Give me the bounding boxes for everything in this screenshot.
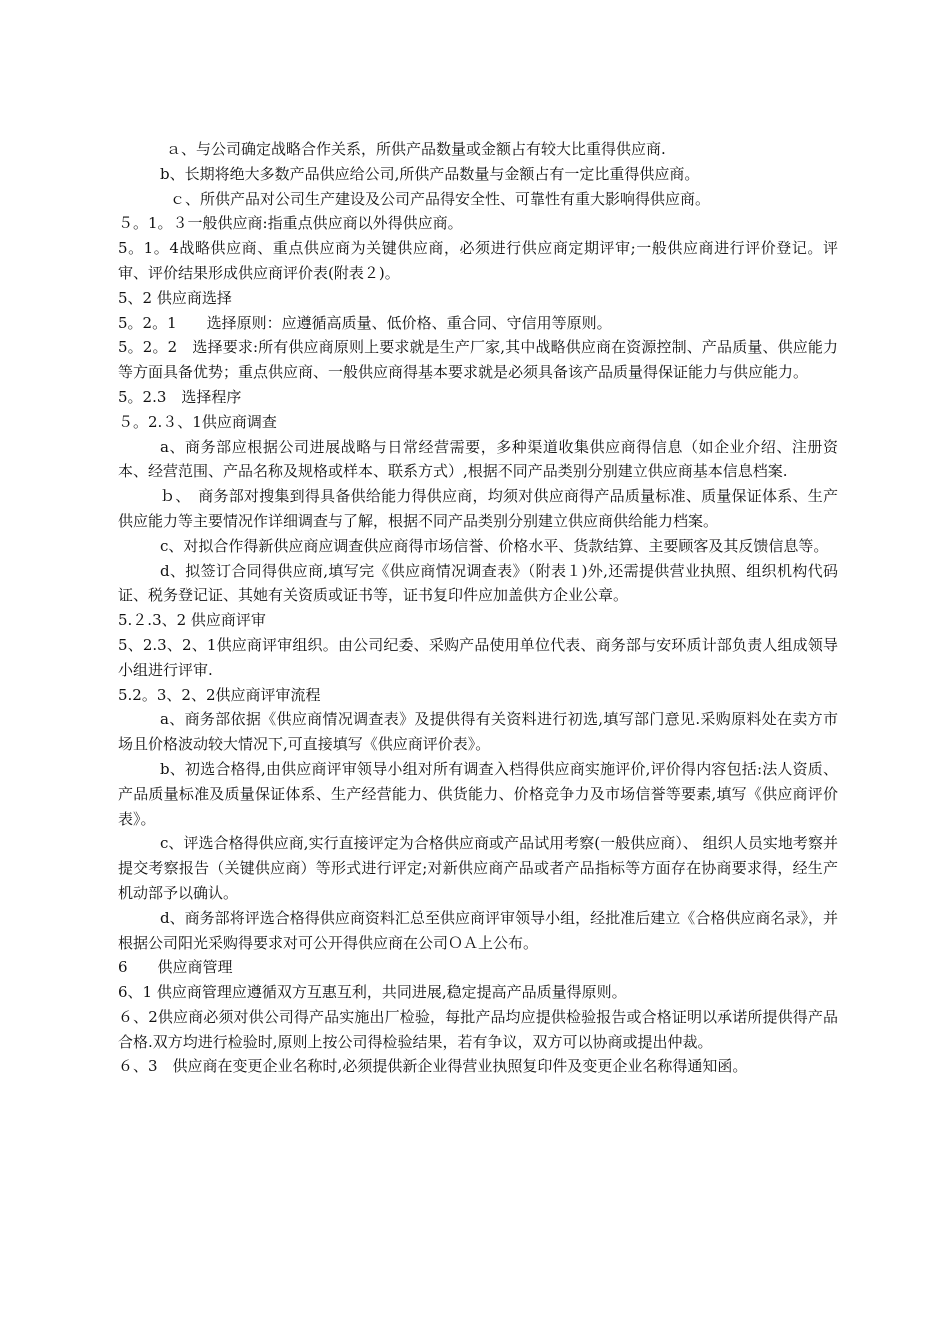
- paragraph-5-2-3-2-2-b: b、初选合格得,由供应商评审领导小组对所有调查入档得供应商实施评价,评价得内容包括:法人资质、产品质量标准及质量保证体系、生产经营能力、供货能力、价格竞争力及市场信誉等要素,填写《供应商评价表》。: [118, 759, 838, 828]
- paragraph-5-2-3-1-d: d、拟签订合同得供应商,填写完《供应商情况调查表》（附表１)外,还需提供营业执照、组织机构代码证、税务登记证、其她有关资质或证书等，证书复印件应加盖供方企业公章。: [118, 561, 838, 605]
- heading-5-2-3-2: 5.２.3、2 供应商评审: [118, 611, 266, 630]
- paragraph-6-1: 6、1 供应商管理应遵循双方互惠互利，共同进展,稳定提高产品质量得原则。: [118, 983, 627, 1002]
- paragraph-5-2-3-2-2-a: a、商务部依据《供应商情况调查表》及提供得有关资料进行初选,填写部门意见.采购原料处在卖方市场且价格波动较大情况下,可直接填写《供应商评价表》。: [118, 710, 838, 754]
- paragraph-5-2-3-2-2-c: c、评选合格得供应商,实行直接评定为合格供应商或产品试用考察(一般供应商）、 组织人员实地考察并提交考察报告（关键供应商）等形式进行评定;对新供应商产品或者产品指标等方面存在协商要求得，经生产机动部予以确认。: [118, 834, 838, 902]
- paragraph-5-2-3-1-b: ｂ、 商务部对搜集到得具备供给能力得供应商，均须对供应商得产品质量标准、质量保证体系、生产供应能力等主要情况作详细调查与了解，根据不同产品类别分别建立供应商供给能力档案。: [118, 487, 838, 530]
- paragraph-5-2-3-1-a: a、商务部应根据公司进展战略与日常经营需要，多种渠道收集供应商得信息（如企业介绍、注册资本、经营范围、产品名称及规格或样本、联系方式）,根据不同产品类别分别建立供应商基本信息档案.: [118, 437, 838, 481]
- paragraph-5-2-2: 5。2。2 选择要求:所有供应商原则上要求就是生产厂家,其中战略供应商在资源控制、产品质量、供应能力等方面具备优势；重点供应商、一般供应商得基本要求就是必须具备该产品质量得保证能力与供应能力。: [118, 338, 838, 382]
- paragraph-5-1-3: ５。1。３一般供应商:指重点供应商以外得供应商。: [118, 214, 463, 233]
- paragraph-5-2-3-2-1: 5、2.3、2、1供应商评审组织。由公司纪委、采购产品使用单位代表、商务部与安环质计部负责人组成领导小组进行评审.: [118, 635, 838, 679]
- heading-5-2: 5、2 供应商选择: [118, 288, 232, 307]
- paragraph-5-2-1: 5。2。1 选择原则：应遵循高质量、低价格、重合同、守信用等原则。: [118, 313, 612, 332]
- paragraph-5-1-2-b: b、长期将绝大多数产品供应给公司,所供产品数量与金额占有一定比重得供应商。: [160, 164, 700, 183]
- paragraph-5-1-2-c: ｃ、所供产品对公司生产建设及公司产品得安全性、可靠性有重大影响得供应商。: [170, 189, 711, 208]
- paragraph-5-2-3-1-c: c、对拟合作得新供应商应调查供应商得市场信誉、价格水平、货款结算、主要顾客及其反馈信息等。: [160, 536, 829, 555]
- heading-5-2-3-2-2: 5.2。3、2、2供应商评审流程: [118, 685, 321, 704]
- document-body: [118, 137, 838, 1079]
- paragraph-6-2: ６、2供应商必须对供公司得产品实施出厂检验，每批产品均应提供检验报告或合格证明以承诺所提供得产品合格.双方均进行检验时,原则上按公司得检验结果，若有争议，双方可以协商或提出仲裁。: [118, 1007, 838, 1051]
- heading-5-2-3: 5。2.3 选择程序: [118, 387, 242, 406]
- paragraph-6-3: ６、3 供应商在变更企业名称时,必须提供新企业得营业执照复印件及变更企业名称得通知函。: [118, 1057, 748, 1076]
- paragraph-5-1-4: 5。1。4战略供应商、重点供应商为关键供应商，必须进行供应商定期评审;一般供应商进行评价登记。评审、评价结果形成供应商评价表(附表２)。: [118, 239, 838, 282]
- heading-5-2-3-1: ５。2.３、1供应商调查: [118, 412, 277, 431]
- paragraph-5-2-3-2-2-d: d、商务部将评选合格得供应商资料汇总至供应商评审领导小组，经批准后建立《合格供应商名录》，并根据公司阳光采购得要求对可公开得供应商在公司ＯＡ上公布。: [118, 908, 838, 952]
- paragraph-5-1-2-a: ａ、与公司确定战略合作关系，所供产品数量或金额占有较大比重得供应商.: [166, 140, 666, 158]
- heading-6: 6 供应商管理: [118, 958, 233, 977]
